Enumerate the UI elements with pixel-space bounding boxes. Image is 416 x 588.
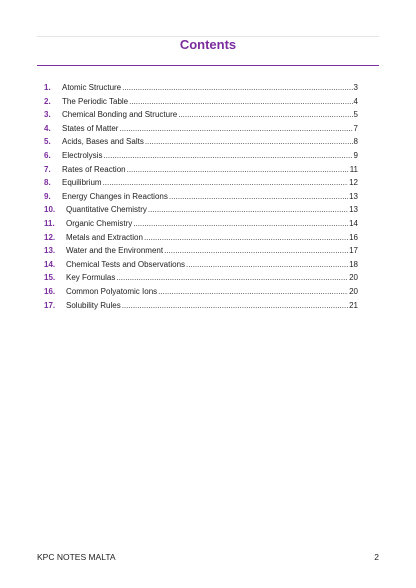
footer-title: KPC NOTES MALTA [37, 552, 116, 562]
toc-label: Solubility Rules [66, 300, 121, 310]
toc-label: Water and the Environment [66, 246, 164, 256]
toc-number: 7. [44, 164, 51, 174]
toc-page: 9 [353, 150, 358, 160]
toc-page: 8 [353, 137, 358, 147]
toc-page: 4 [353, 96, 358, 106]
toc-number: 14. [44, 259, 56, 269]
toc-entry[interactable] [44, 231, 358, 245]
toc-label: Equilibrium [62, 178, 102, 188]
title-underline [37, 65, 379, 66]
toc-page: 20 [349, 273, 358, 283]
toc-leader [178, 108, 352, 122]
toc-label: Electrolysis [62, 150, 103, 160]
toc-label: The Periodic Table [62, 96, 129, 106]
toc-label: Quantitative Chemistry [66, 205, 147, 215]
toc-page: 21 [349, 300, 358, 310]
toc-number: 13. [44, 246, 56, 256]
toc-label: States of Matter [62, 123, 119, 133]
toc-entry[interactable] [44, 108, 358, 122]
toc-page: 20 [349, 286, 358, 296]
toc-label: Chemical Bonding and Structure [62, 110, 178, 120]
toc-entry[interactable] [44, 271, 358, 285]
toc-entry[interactable] [44, 81, 358, 95]
toc-label: Acids, Bases and Salts [62, 137, 144, 147]
toc-label: Common Polyatomic Ions [66, 286, 158, 296]
toc-number: 12. [44, 232, 56, 242]
page-footer [37, 552, 379, 562]
toc-leader [158, 285, 348, 299]
toc-number: 11. [44, 218, 55, 228]
toc-label: Key Formulas [66, 273, 116, 283]
toc-leader [103, 176, 349, 190]
toc-entry[interactable] [44, 244, 358, 258]
toc-page: 13 [349, 205, 358, 215]
toc-page: 11 [349, 164, 358, 174]
toc-number: 15. [44, 273, 56, 283]
toc-number: 5. [44, 137, 51, 147]
toc-entry[interactable] [44, 258, 358, 272]
toc-leader [169, 190, 348, 204]
toc-leader [103, 149, 352, 163]
toc-label: Energy Changes in Reactions [62, 191, 168, 201]
toc-number: 8. [44, 178, 51, 188]
toc-page: 13 [349, 191, 358, 201]
toc-label: Metals and Extraction [66, 232, 143, 242]
toc-page: 16 [349, 232, 358, 242]
toc-leader [116, 271, 348, 285]
toc-page: 17 [349, 246, 358, 256]
toc-label: Rates of Reaction [62, 164, 126, 174]
toc-page: 18 [349, 259, 358, 269]
toc-page: 14 [349, 218, 358, 228]
toc-entry[interactable] [44, 190, 358, 204]
toc-number: 6. [44, 150, 51, 160]
toc-number: 9. [44, 191, 51, 201]
toc-leader [129, 95, 352, 109]
toc-leader [127, 163, 349, 177]
toc-entry[interactable] [44, 217, 358, 231]
toc-number: 10. [44, 205, 56, 215]
toc-number: 3. [44, 110, 51, 120]
toc-number: 16. [44, 286, 56, 296]
toc-number: 17. [44, 300, 56, 310]
toc-leader [133, 217, 348, 231]
page-number: 2 [374, 552, 379, 562]
toc-page: 5 [353, 110, 358, 120]
toc-number: 4. [44, 123, 51, 133]
toc-entry[interactable] [44, 176, 358, 190]
toc-entry[interactable] [44, 122, 358, 136]
toc-leader [148, 203, 348, 217]
toc-entry[interactable] [44, 95, 358, 109]
toc-label: Organic Chemistry [66, 218, 133, 228]
toc-leader [186, 258, 348, 272]
toc-entry[interactable] [44, 203, 358, 217]
toc-entry[interactable] [44, 285, 358, 299]
toc-page: 3 [353, 83, 358, 92]
page-title: Contents [179, 37, 237, 52]
toc-label: Chemical Tests and Observations [66, 259, 186, 269]
toc-entry[interactable] [44, 163, 358, 177]
toc-entry[interactable] [44, 299, 358, 313]
toc-label: Atomic Structure [62, 83, 122, 92]
toc-number: 1. [44, 83, 51, 92]
toc-leader [122, 81, 352, 95]
toc-leader [144, 231, 348, 245]
toc-leader [145, 135, 353, 149]
toc-leader [119, 122, 352, 136]
toc-number: 2. [44, 96, 51, 106]
toc-entry[interactable] [44, 135, 358, 149]
toc-page: 7 [353, 123, 358, 133]
table-of-contents [44, 81, 358, 312]
toc-entry[interactable] [44, 149, 358, 163]
toc-leader [122, 299, 348, 313]
toc-page: 12 [349, 178, 358, 188]
toc-leader [164, 244, 348, 258]
